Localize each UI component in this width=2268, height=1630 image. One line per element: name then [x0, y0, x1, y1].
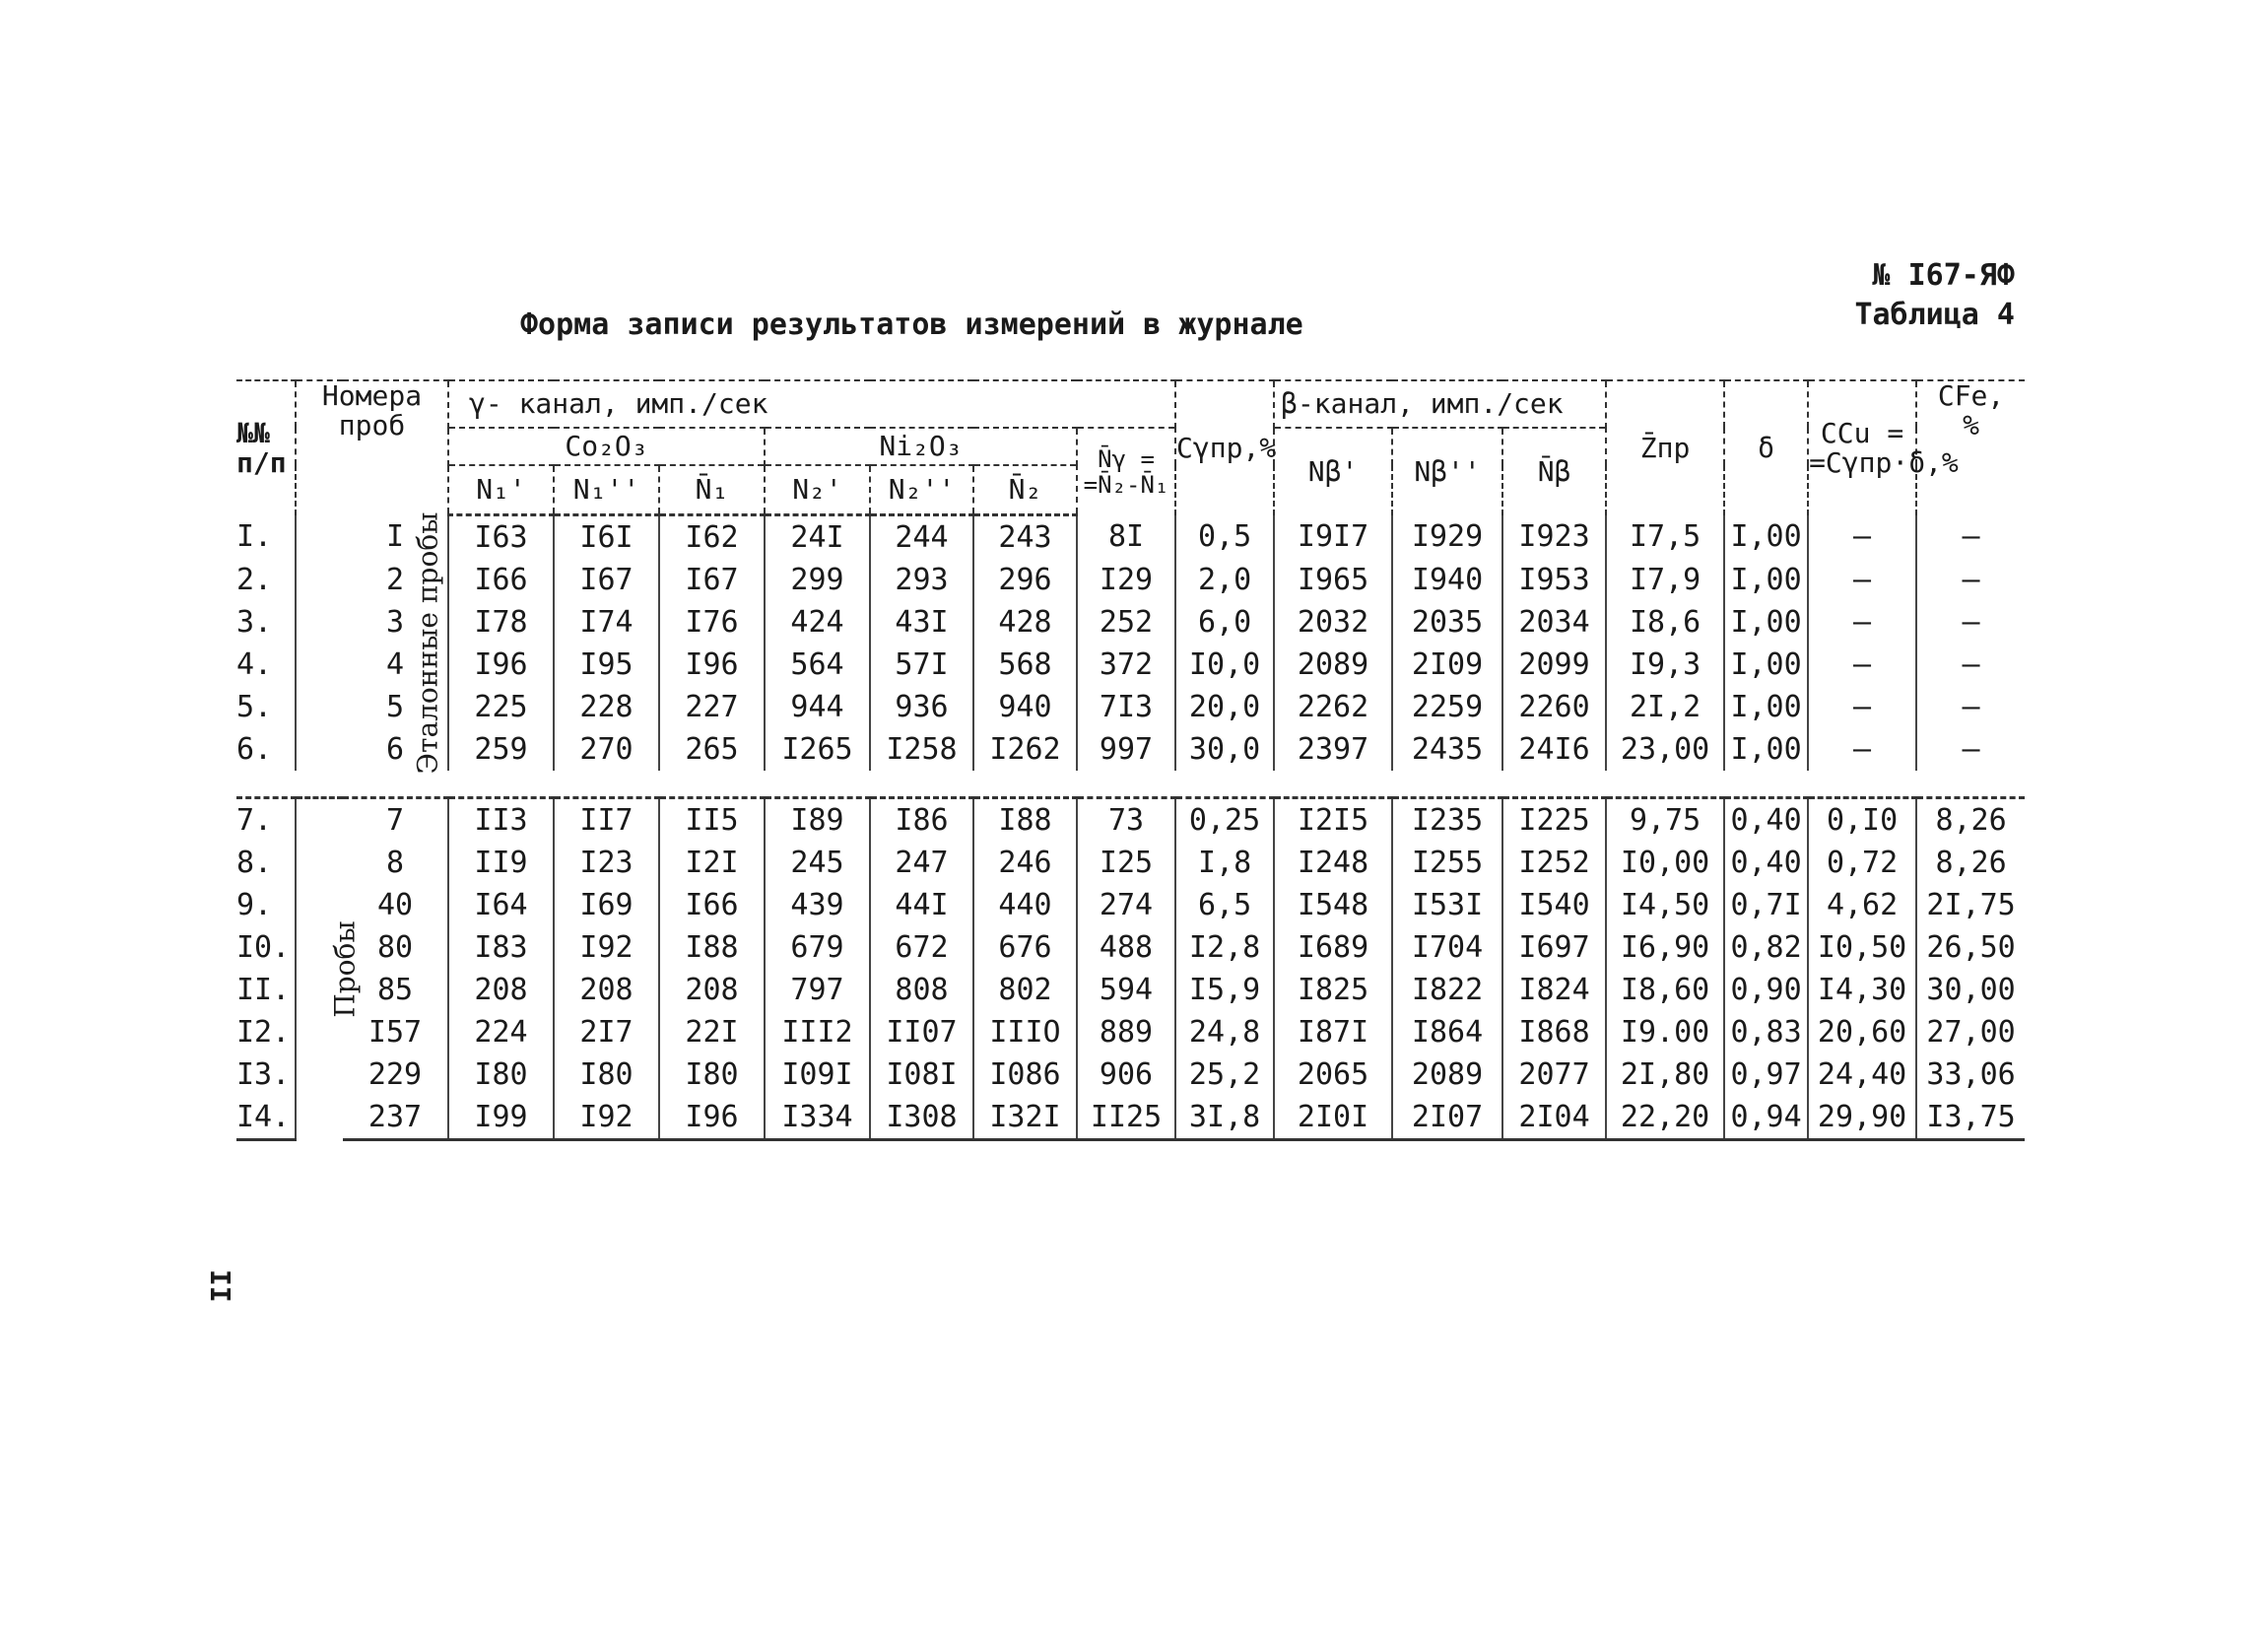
value-cell: 30,0 [1175, 728, 1274, 771]
value-cell: IIIO [973, 1011, 1077, 1053]
value-cell: 2262 [1274, 686, 1392, 728]
value-cell: 43I [870, 601, 973, 644]
value-cell: 293 [870, 559, 973, 601]
sample-number-cell: 80 [376, 930, 414, 965]
table-row [236, 1096, 2025, 1140]
value-cell: II3 [448, 798, 554, 843]
z-pr-header: Z̄пр [1606, 380, 1724, 515]
value-cell: I80 [448, 1053, 554, 1096]
n-beta-prime-header: Nβ' [1274, 428, 1392, 515]
value-cell: 440 [973, 884, 1077, 926]
value-cell: 0,40 [1724, 798, 1808, 843]
value-cell: 2065 [1274, 1053, 1392, 1096]
value-cell: I66 [659, 884, 765, 926]
value-cell: II5 [659, 798, 765, 843]
value-cell: I88 [659, 926, 765, 969]
value-cell: I086 [973, 1053, 1077, 1096]
sample-number-cell: 8 [385, 846, 405, 880]
value-cell: 594 [1077, 969, 1175, 1011]
value-cell: I,00 [1724, 601, 1808, 644]
value-cell: 797 [765, 969, 870, 1011]
value-cell: 208 [659, 969, 765, 1011]
group-label-reference-text: Эталонные пробы [411, 511, 444, 775]
value-cell: I,8 [1175, 842, 1274, 884]
value-cell: I92 [554, 926, 659, 969]
value-cell: – [1916, 686, 2025, 728]
value-cell: – [1916, 601, 2025, 644]
value-cell: 2259 [1392, 686, 1502, 728]
value-cell: 0,82 [1724, 926, 1808, 969]
row-index: I0. [236, 930, 291, 965]
n2-prime-header: N₂' [765, 465, 870, 515]
value-cell: I6,90 [1606, 926, 1724, 969]
value-cell: 2I,75 [1916, 884, 2025, 926]
value-cell: 428 [973, 601, 1077, 644]
value-cell: 889 [1077, 1011, 1175, 1053]
value-cell: 8I [1077, 515, 1175, 560]
value-cell: III2 [765, 1011, 870, 1053]
value-cell: – [1808, 644, 1916, 686]
row-index: I2. [236, 1015, 291, 1050]
value-cell: 26,50 [1916, 926, 2025, 969]
value-cell: 22I [659, 1011, 765, 1053]
value-cell: 227 [659, 686, 765, 728]
table-row [236, 842, 2025, 884]
value-cell: I2I [659, 842, 765, 884]
value-cell: 57I [870, 644, 973, 686]
value-cell: I8,6 [1606, 601, 1724, 644]
value-cell: I09I [765, 1053, 870, 1096]
delta-header: δ [1724, 380, 1808, 515]
value-cell: I258 [870, 728, 973, 771]
value-cell: 7I3 [1077, 686, 1175, 728]
value-cell: I868 [1502, 1011, 1606, 1053]
value-cell: I83 [448, 926, 554, 969]
value-cell: 568 [973, 644, 1077, 686]
value-cell: 0,94 [1724, 1096, 1808, 1140]
value-cell: I67 [659, 559, 765, 601]
sample-number-cell: 3 [385, 605, 405, 640]
value-cell: 27,00 [1916, 1011, 2025, 1053]
value-cell: 270 [554, 728, 659, 771]
n1-double-header: N₁'' [554, 465, 659, 515]
value-cell: I80 [659, 1053, 765, 1096]
value-cell: 2035 [1392, 601, 1502, 644]
value-cell: 6,0 [1175, 601, 1274, 644]
value-cell: 2I,80 [1606, 1053, 1724, 1096]
value-cell: I92 [554, 1096, 659, 1140]
group-spacer [236, 771, 2025, 798]
value-cell: I262 [973, 728, 1077, 771]
value-cell: I69 [554, 884, 659, 926]
value-cell: 997 [1077, 728, 1175, 771]
value-cell: I88 [973, 798, 1077, 843]
value-cell: I704 [1392, 926, 1502, 969]
value-cell: I,00 [1724, 559, 1808, 601]
col-sample-number-header: Номера проб [296, 380, 448, 515]
value-cell: I,00 [1724, 686, 1808, 728]
value-cell: 2032 [1274, 601, 1392, 644]
value-cell: 225 [448, 686, 554, 728]
row-index: 8. [236, 846, 273, 880]
value-cell: I0,00 [1606, 842, 1724, 884]
value-cell: I29 [1077, 559, 1175, 601]
value-cell: 2034 [1502, 601, 1606, 644]
table-row [236, 884, 2025, 926]
value-cell: I252 [1502, 842, 1606, 884]
table-row [236, 1011, 2025, 1053]
value-cell: II25 [1077, 1096, 1175, 1140]
value-cell: 2077 [1502, 1053, 1606, 1096]
value-cell: 679 [765, 926, 870, 969]
n2-bar-header: N̄₂ [973, 465, 1077, 515]
sample-number-cell: 229 [367, 1057, 423, 1092]
beta-channel-header: β-канал, имп./сек [1274, 380, 1606, 428]
value-cell: I9I7 [1274, 515, 1392, 560]
value-cell: I308 [870, 1096, 973, 1140]
value-cell: 2,0 [1175, 559, 1274, 601]
gamma-channel-header: γ- канал, имп./сек [448, 380, 1175, 428]
col-index-header: №№ п/п [236, 380, 296, 515]
value-cell: 2I09 [1392, 644, 1502, 686]
sample-number-cell: 40 [376, 888, 414, 922]
n1-prime-header: N₁' [448, 465, 554, 515]
value-cell: 6,5 [1175, 884, 1274, 926]
table-row [236, 1053, 2025, 1096]
value-cell: – [1808, 559, 1916, 601]
n2-double-header: N₂'' [870, 465, 973, 515]
table-row [236, 728, 2025, 771]
sample-number-cell: 7 [343, 798, 448, 843]
value-cell: I63 [448, 515, 554, 560]
value-cell: 244 [870, 515, 973, 560]
row-index: 7. [236, 798, 296, 843]
value-cell: – [1916, 728, 2025, 771]
value-cell: I0,50 [1808, 926, 1916, 969]
value-cell: I824 [1502, 969, 1606, 1011]
value-cell: I540 [1502, 884, 1606, 926]
value-cell: I6I [554, 515, 659, 560]
value-cell: I95 [554, 644, 659, 686]
value-cell: I822 [1392, 969, 1502, 1011]
value-cell: I80 [554, 1053, 659, 1096]
value-cell: II07 [870, 1011, 973, 1053]
value-cell: I923 [1502, 515, 1606, 560]
value-cell: I76 [659, 601, 765, 644]
value-cell: 8,26 [1916, 842, 2025, 884]
row-index: I4. [236, 1096, 296, 1140]
value-cell: 0,I0 [1808, 798, 1916, 843]
value-cell: I9.00 [1606, 1011, 1724, 1053]
value-cell: 0,25 [1175, 798, 1274, 843]
value-cell: 9,75 [1606, 798, 1724, 843]
value-cell: 24I6 [1502, 728, 1606, 771]
sample-number-cell: 4 [385, 647, 405, 682]
group-spacer-cell [236, 771, 2025, 798]
value-cell: 372 [1077, 644, 1175, 686]
value-cell: – [1916, 644, 2025, 686]
value-cell: II9 [448, 842, 554, 884]
value-cell: 208 [554, 969, 659, 1011]
row-index: I. [236, 519, 273, 555]
value-cell: I96 [659, 1096, 765, 1140]
value-cell: 296 [973, 559, 1077, 601]
table-row [236, 515, 2025, 560]
value-cell: I32I [973, 1096, 1077, 1140]
value-cell: I,00 [1724, 644, 1808, 686]
row-index: I3. [236, 1057, 291, 1092]
value-cell: I7,5 [1606, 515, 1724, 560]
value-cell: 44I [870, 884, 973, 926]
sample-number-cell: 2 [385, 563, 405, 597]
value-cell: 24I [765, 515, 870, 560]
value-cell: I,00 [1724, 515, 1808, 560]
value-cell: I53I [1392, 884, 1502, 926]
value-cell: I929 [1392, 515, 1502, 560]
value-cell: I2I5 [1274, 798, 1392, 843]
value-cell: I9,3 [1606, 644, 1724, 686]
value-cell: 2I7 [554, 1011, 659, 1053]
value-cell: 0,83 [1724, 1011, 1808, 1053]
value-cell: – [1808, 728, 1916, 771]
table-row [236, 798, 2025, 843]
n-beta-bar-header: N̄β [1502, 428, 1606, 515]
value-cell: 208 [448, 969, 554, 1011]
measurement-journal-table [236, 379, 2025, 1141]
value-cell: 0,90 [1724, 969, 1808, 1011]
value-cell: I940 [1392, 559, 1502, 601]
value-cell: 439 [765, 884, 870, 926]
value-cell: 30,00 [1916, 969, 2025, 1011]
value-cell: 20,0 [1175, 686, 1274, 728]
value-cell: I96 [448, 644, 554, 686]
value-cell: 3I,8 [1175, 1096, 1274, 1140]
value-cell: I255 [1392, 842, 1502, 884]
c-fe-header: CFe, % [1916, 380, 2025, 515]
value-cell: I23 [554, 842, 659, 884]
value-cell: I265 [765, 728, 870, 771]
value-cell: I689 [1274, 926, 1392, 969]
value-cell: I99 [448, 1096, 554, 1140]
value-cell: 2397 [1274, 728, 1392, 771]
group-label-reference [296, 511, 444, 775]
sample-number-cell: 5 [385, 690, 405, 724]
value-cell: 0,97 [1724, 1053, 1808, 1096]
value-cell: 29,90 [1808, 1096, 1916, 1140]
value-cell: I25 [1077, 842, 1175, 884]
value-cell: 906 [1077, 1053, 1175, 1096]
value-cell: 2260 [1502, 686, 1606, 728]
document-number: № I67-ЯФ [1872, 258, 2015, 293]
value-cell: I,00 [1724, 728, 1808, 771]
c-gamma-header: Cγпр,% [1175, 380, 1274, 515]
page-number: II [204, 1269, 236, 1303]
value-cell: 265 [659, 728, 765, 771]
value-cell: 2I,2 [1606, 686, 1724, 728]
value-cell: 2435 [1392, 728, 1502, 771]
value-cell: I87I [1274, 1011, 1392, 1053]
table-row [236, 686, 2025, 728]
value-cell: I67 [554, 559, 659, 601]
value-cell: 802 [973, 969, 1077, 1011]
value-cell: 0,72 [1808, 842, 1916, 884]
value-cell: – [1808, 601, 1916, 644]
document-title: Форма записи результатов измерений в журнале [520, 307, 1303, 342]
value-cell: 808 [870, 969, 973, 1011]
value-cell: 252 [1077, 601, 1175, 644]
value-cell: 0,40 [1724, 842, 1808, 884]
value-cell: I965 [1274, 559, 1392, 601]
value-cell: – [1808, 686, 1916, 728]
n-gamma-header: N̄γ = =N̄₂-N̄₁ [1077, 428, 1175, 515]
value-cell: I7,9 [1606, 559, 1724, 601]
value-cell: II7 [554, 798, 659, 843]
sample-number-cell: 237 [343, 1096, 448, 1140]
co2o3-header: Co₂O₃ [448, 428, 765, 465]
value-cell: I5,9 [1175, 969, 1274, 1011]
value-cell: 8,26 [1916, 798, 2025, 843]
value-cell: I08I [870, 1053, 973, 1096]
value-cell: I0,0 [1175, 644, 1274, 686]
value-cell: – [1808, 515, 1916, 560]
sample-number-cell: 6 [385, 732, 405, 767]
measurement-rows [236, 511, 2025, 1140]
value-cell: 245 [765, 842, 870, 884]
row-index: 9. [236, 888, 273, 922]
value-cell: 564 [765, 644, 870, 686]
row-index: 5. [236, 690, 273, 724]
value-cell: 2I04 [1502, 1096, 1606, 1140]
value-cell: I825 [1274, 969, 1392, 1011]
value-cell: 0,7I [1724, 884, 1808, 926]
table-row [236, 969, 2025, 1011]
value-cell: I62 [659, 515, 765, 560]
row-index: II. [236, 973, 291, 1007]
value-cell: 259 [448, 728, 554, 771]
value-cell: I2,8 [1175, 926, 1274, 969]
value-cell: I96 [659, 644, 765, 686]
table-row [236, 644, 2025, 686]
value-cell: – [1916, 559, 2025, 601]
value-cell: 2099 [1502, 644, 1606, 686]
value-cell: 228 [554, 686, 659, 728]
value-cell: 299 [765, 559, 870, 601]
value-cell: 676 [973, 926, 1077, 969]
value-cell: 224 [448, 1011, 554, 1053]
value-cell: 944 [765, 686, 870, 728]
value-cell: I74 [554, 601, 659, 644]
value-cell: I235 [1392, 798, 1502, 843]
value-cell: I864 [1392, 1011, 1502, 1053]
value-cell: 424 [765, 601, 870, 644]
c-cu-header: CCu = =Cγпр·δ,% [1808, 380, 1916, 515]
value-cell: 4,62 [1808, 884, 1916, 926]
table-row [236, 601, 2025, 644]
value-cell: 24,40 [1808, 1053, 1916, 1096]
sample-number-cell: 85 [376, 973, 414, 1007]
value-cell: I953 [1502, 559, 1606, 601]
value-cell: I334 [765, 1096, 870, 1140]
value-cell: 488 [1077, 926, 1175, 969]
value-cell: 274 [1077, 884, 1175, 926]
value-cell: 25,2 [1175, 1053, 1274, 1096]
value-cell: 20,60 [1808, 1011, 1916, 1053]
value-cell: I4,50 [1606, 884, 1724, 926]
n1-bar-header: N̄₁ [659, 465, 765, 515]
value-cell: I248 [1274, 842, 1392, 884]
ni2o3-header: Ni₂O₃ [765, 428, 1077, 465]
value-cell: 672 [870, 926, 973, 969]
value-cell: 936 [870, 686, 973, 728]
value-cell: 2089 [1392, 1053, 1502, 1096]
value-cell: 2I07 [1392, 1096, 1502, 1140]
value-cell: I697 [1502, 926, 1606, 969]
value-cell: I4,30 [1808, 969, 1916, 1011]
value-cell: I89 [765, 798, 870, 843]
table-row [236, 559, 2025, 601]
value-cell: I78 [448, 601, 554, 644]
value-cell: I8,60 [1606, 969, 1724, 1011]
value-cell: I86 [870, 798, 973, 843]
value-cell: 247 [870, 842, 973, 884]
value-cell: 23,00 [1606, 728, 1724, 771]
row-index: 4. [236, 647, 273, 682]
row-index: 3. [236, 605, 273, 640]
value-cell: I66 [448, 559, 554, 601]
value-cell: I225 [1502, 798, 1606, 843]
value-cell: – [1916, 515, 2025, 560]
value-cell: 33,06 [1916, 1053, 2025, 1096]
value-cell: 24,8 [1175, 1011, 1274, 1053]
sample-number-cell: I57 [367, 1015, 423, 1050]
value-cell: 2I0I [1274, 1096, 1392, 1140]
value-cell: I548 [1274, 884, 1392, 926]
n-beta-double-header: Nβ'' [1392, 428, 1502, 515]
table-label: Таблица 4 [1854, 298, 2015, 332]
row-index: 6. [236, 732, 273, 767]
group-label-samples [296, 798, 362, 1140]
value-cell: 0,5 [1175, 515, 1274, 560]
value-cell: I64 [448, 884, 554, 926]
value-cell: 2089 [1274, 644, 1392, 686]
value-cell: 22,20 [1606, 1096, 1724, 1140]
value-cell: I3,75 [1916, 1096, 2025, 1140]
value-cell: 243 [973, 515, 1077, 560]
value-cell: 73 [1077, 798, 1175, 843]
value-cell: 246 [973, 842, 1077, 884]
value-cell: 940 [973, 686, 1077, 728]
row-index: 2. [236, 563, 273, 597]
group-label-samples-text: Пробы [328, 920, 362, 1018]
table-row [236, 926, 2025, 969]
sample-number-cell: I [385, 519, 405, 555]
